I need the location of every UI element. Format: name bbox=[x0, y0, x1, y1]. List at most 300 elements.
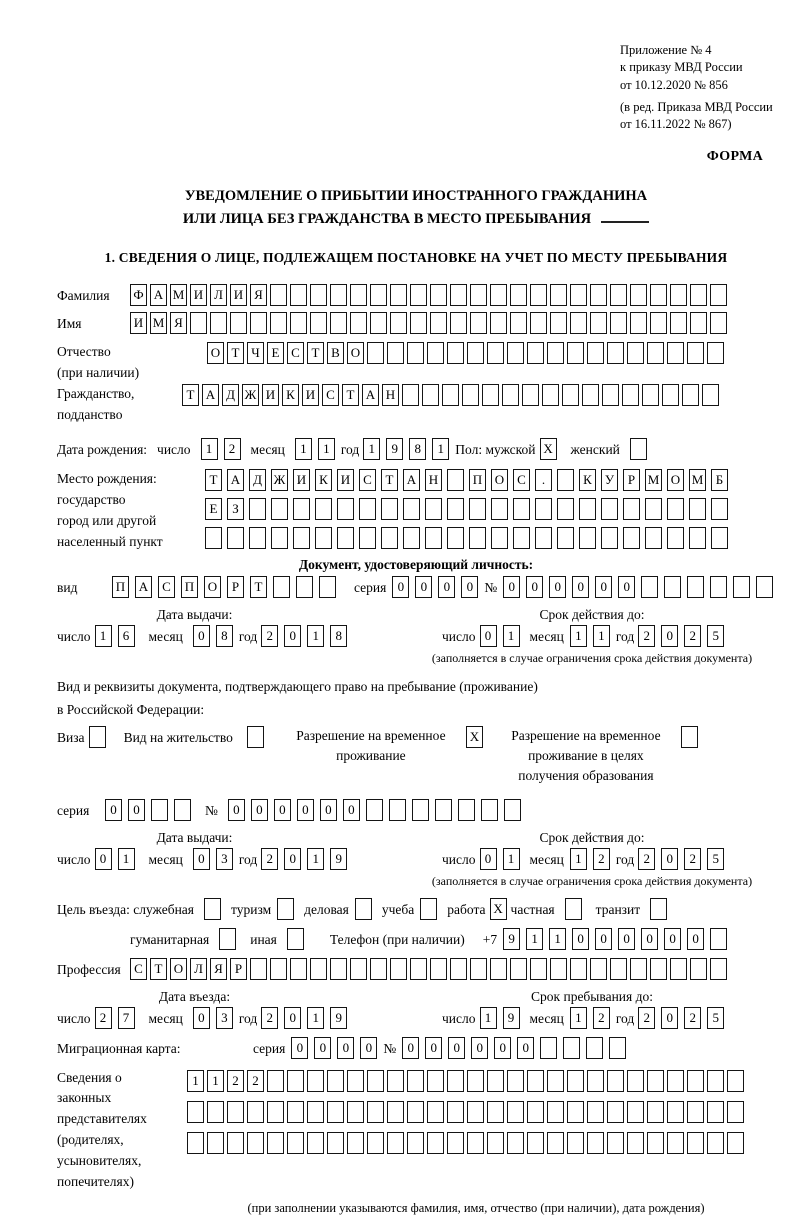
cell[interactable]: А bbox=[403, 469, 420, 491]
cell[interactable] bbox=[535, 527, 552, 549]
cell[interactable] bbox=[647, 1101, 664, 1123]
cell[interactable]: 1 bbox=[363, 438, 380, 460]
cell[interactable]: X bbox=[490, 898, 507, 920]
cell[interactable]: Т bbox=[150, 958, 167, 980]
cell[interactable]: 0 bbox=[494, 1037, 511, 1059]
cell[interactable] bbox=[367, 342, 384, 364]
cell[interactable] bbox=[510, 312, 527, 334]
cell[interactable]: Р bbox=[227, 576, 244, 598]
cell[interactable] bbox=[447, 342, 464, 364]
cell[interactable] bbox=[370, 284, 387, 306]
cell[interactable] bbox=[227, 527, 244, 549]
cell[interactable]: Т bbox=[307, 342, 324, 364]
cell[interactable] bbox=[590, 958, 607, 980]
cell[interactable] bbox=[557, 498, 574, 520]
cell[interactable] bbox=[667, 1132, 684, 1154]
cell[interactable] bbox=[587, 1070, 604, 1092]
cell[interactable]: 0 bbox=[284, 848, 301, 870]
cell[interactable] bbox=[562, 384, 579, 406]
cell[interactable] bbox=[530, 312, 547, 334]
cell[interactable] bbox=[667, 527, 684, 549]
cell[interactable] bbox=[187, 1101, 204, 1123]
cell[interactable] bbox=[425, 498, 442, 520]
cell[interactable] bbox=[707, 1132, 724, 1154]
cell[interactable]: С bbox=[359, 469, 376, 491]
cell[interactable] bbox=[359, 498, 376, 520]
cell[interactable] bbox=[450, 284, 467, 306]
cell[interactable] bbox=[367, 1132, 384, 1154]
doc-valid-day-cells[interactable] bbox=[480, 625, 520, 647]
cell[interactable]: 0 bbox=[687, 928, 704, 950]
cell[interactable] bbox=[249, 498, 266, 520]
cell[interactable] bbox=[387, 1070, 404, 1092]
cell[interactable] bbox=[647, 1070, 664, 1092]
cell[interactable] bbox=[490, 312, 507, 334]
cell[interactable]: X bbox=[466, 726, 483, 748]
cell[interactable]: М bbox=[150, 312, 167, 334]
cell[interactable] bbox=[510, 284, 527, 306]
cell[interactable]: С bbox=[287, 342, 304, 364]
cell[interactable] bbox=[410, 284, 427, 306]
cell[interactable] bbox=[487, 342, 504, 364]
cell[interactable]: 2 bbox=[227, 1070, 244, 1092]
cell[interactable]: 3 bbox=[216, 1007, 233, 1029]
cell[interactable] bbox=[407, 342, 424, 364]
cell[interactable]: 0 bbox=[480, 848, 497, 870]
cell[interactable] bbox=[381, 527, 398, 549]
cell[interactable]: 6 bbox=[118, 625, 135, 647]
cell[interactable]: 0 bbox=[549, 576, 566, 598]
doc-valid-year-cells[interactable] bbox=[638, 625, 724, 647]
cell[interactable] bbox=[565, 898, 582, 920]
cell[interactable] bbox=[570, 958, 587, 980]
cell[interactable]: 9 bbox=[503, 928, 520, 950]
cell[interactable] bbox=[366, 799, 383, 821]
stay-year-cells[interactable] bbox=[638, 1007, 724, 1029]
cell[interactable] bbox=[687, 1132, 704, 1154]
cell[interactable]: Е bbox=[205, 498, 222, 520]
cell[interactable] bbox=[287, 1132, 304, 1154]
cell[interactable] bbox=[687, 342, 704, 364]
entry-day-cells[interactable] bbox=[95, 1007, 135, 1029]
cell[interactable] bbox=[210, 312, 227, 334]
cell[interactable] bbox=[187, 1132, 204, 1154]
mig-number-cells[interactable] bbox=[402, 1037, 626, 1059]
cell[interactable] bbox=[450, 312, 467, 334]
cell[interactable] bbox=[290, 958, 307, 980]
cell[interactable]: 0 bbox=[661, 625, 678, 647]
cell[interactable]: 9 bbox=[503, 1007, 520, 1029]
cell[interactable]: 0 bbox=[641, 928, 658, 950]
cell[interactable] bbox=[350, 958, 367, 980]
cell[interactable]: 3 bbox=[216, 848, 233, 870]
cell[interactable]: 2 bbox=[247, 1070, 264, 1092]
cell[interactable]: 0 bbox=[193, 1007, 210, 1029]
purpose-transit-checkbox[interactable] bbox=[650, 898, 667, 920]
cell[interactable] bbox=[219, 928, 236, 950]
cell[interactable] bbox=[630, 284, 647, 306]
cell[interactable] bbox=[271, 498, 288, 520]
purpose-other-checkbox[interactable] bbox=[287, 928, 304, 950]
cell[interactable] bbox=[710, 576, 727, 598]
cell[interactable] bbox=[447, 1101, 464, 1123]
cell[interactable]: Е bbox=[267, 342, 284, 364]
cell[interactable]: 0 bbox=[320, 799, 337, 821]
cell[interactable]: А bbox=[135, 576, 152, 598]
cell[interactable] bbox=[547, 1101, 564, 1123]
cell[interactable] bbox=[387, 342, 404, 364]
cell[interactable] bbox=[557, 527, 574, 549]
cell[interactable] bbox=[690, 284, 707, 306]
entry-month-cells[interactable] bbox=[193, 1007, 233, 1029]
cell[interactable]: 9 bbox=[330, 848, 347, 870]
cell[interactable]: 0 bbox=[392, 576, 409, 598]
cell[interactable] bbox=[390, 284, 407, 306]
cell[interactable] bbox=[627, 342, 644, 364]
stay-day-cells[interactable] bbox=[480, 1007, 520, 1029]
cell[interactable] bbox=[682, 384, 699, 406]
cell[interactable] bbox=[670, 312, 687, 334]
cell[interactable] bbox=[427, 1070, 444, 1092]
cell[interactable] bbox=[667, 1070, 684, 1092]
stay-month-cells[interactable] bbox=[570, 1007, 610, 1029]
cell[interactable]: Д bbox=[222, 384, 239, 406]
cell[interactable]: 2 bbox=[684, 625, 701, 647]
cell[interactable]: М bbox=[645, 469, 662, 491]
cell[interactable]: 1 bbox=[503, 625, 520, 647]
cell[interactable]: 0 bbox=[661, 848, 678, 870]
cell[interactable]: С bbox=[130, 958, 147, 980]
cell[interactable] bbox=[447, 1070, 464, 1092]
cell[interactable] bbox=[273, 576, 290, 598]
cell[interactable]: 1 bbox=[307, 848, 324, 870]
cell[interactable] bbox=[174, 799, 191, 821]
cell[interactable] bbox=[420, 898, 437, 920]
cell[interactable] bbox=[435, 799, 452, 821]
cell[interactable] bbox=[540, 1037, 557, 1059]
cell[interactable] bbox=[487, 1132, 504, 1154]
cell[interactable]: 0 bbox=[480, 625, 497, 647]
cell[interactable] bbox=[535, 498, 552, 520]
cell[interactable] bbox=[310, 958, 327, 980]
cell[interactable]: И bbox=[230, 284, 247, 306]
doc-valid-month-cells[interactable] bbox=[570, 625, 610, 647]
cell[interactable] bbox=[527, 342, 544, 364]
cell[interactable] bbox=[467, 1070, 484, 1092]
cell[interactable]: 1 bbox=[526, 928, 543, 950]
cell[interactable] bbox=[337, 498, 354, 520]
birth-place-cells-row2[interactable] bbox=[205, 498, 728, 520]
cell[interactable] bbox=[470, 312, 487, 334]
cell[interactable]: 0 bbox=[415, 576, 432, 598]
legal-cells-row2[interactable] bbox=[187, 1101, 744, 1123]
cell[interactable] bbox=[563, 1037, 580, 1059]
cell[interactable]: 0 bbox=[471, 1037, 488, 1059]
cell[interactable]: И bbox=[302, 384, 319, 406]
cell[interactable] bbox=[469, 498, 486, 520]
cell[interactable] bbox=[327, 1070, 344, 1092]
cell[interactable] bbox=[622, 384, 639, 406]
cell[interactable]: П bbox=[112, 576, 129, 598]
cell[interactable] bbox=[513, 498, 530, 520]
cell[interactable] bbox=[727, 1132, 744, 1154]
cell[interactable] bbox=[287, 1101, 304, 1123]
cell[interactable] bbox=[510, 958, 527, 980]
cell[interactable] bbox=[330, 958, 347, 980]
cell[interactable]: 1 bbox=[295, 438, 312, 460]
cell[interactable]: 0 bbox=[664, 928, 681, 950]
cell[interactable] bbox=[707, 1101, 724, 1123]
cell[interactable]: 0 bbox=[297, 799, 314, 821]
cell[interactable] bbox=[307, 1101, 324, 1123]
cell[interactable] bbox=[627, 1070, 644, 1092]
cell[interactable] bbox=[442, 384, 459, 406]
legal-cells-row3[interactable] bbox=[187, 1132, 744, 1154]
cell[interactable]: Ч bbox=[247, 342, 264, 364]
cell[interactable] bbox=[270, 312, 287, 334]
cell[interactable] bbox=[710, 284, 727, 306]
cell[interactable] bbox=[707, 342, 724, 364]
cell[interactable] bbox=[230, 312, 247, 334]
cell[interactable]: 2 bbox=[261, 848, 278, 870]
cell[interactable]: 1 bbox=[118, 848, 135, 870]
cell[interactable] bbox=[350, 284, 367, 306]
cell[interactable] bbox=[547, 342, 564, 364]
cell[interactable] bbox=[507, 342, 524, 364]
cell[interactable]: П bbox=[181, 576, 198, 598]
cell[interactable]: О bbox=[667, 469, 684, 491]
cell[interactable] bbox=[319, 576, 336, 598]
cell[interactable] bbox=[756, 576, 773, 598]
cell[interactable]: Л bbox=[190, 958, 207, 980]
cell[interactable] bbox=[491, 498, 508, 520]
cell[interactable]: Н bbox=[425, 469, 442, 491]
cell[interactable]: 0 bbox=[284, 1007, 301, 1029]
cell[interactable] bbox=[527, 1070, 544, 1092]
cell[interactable] bbox=[227, 1101, 244, 1123]
cell[interactable]: 1 bbox=[570, 1007, 587, 1029]
resid-series-cells[interactable] bbox=[105, 799, 191, 821]
cell[interactable]: Я bbox=[250, 284, 267, 306]
cell[interactable]: 1 bbox=[570, 625, 587, 647]
cell[interactable]: 0 bbox=[291, 1037, 308, 1059]
cell[interactable] bbox=[664, 576, 681, 598]
cell[interactable]: 0 bbox=[314, 1037, 331, 1059]
cell[interactable]: Т bbox=[250, 576, 267, 598]
cell[interactable] bbox=[287, 928, 304, 950]
cell[interactable]: А bbox=[150, 284, 167, 306]
birth-month-cells[interactable] bbox=[295, 438, 335, 460]
cell[interactable] bbox=[507, 1070, 524, 1092]
cell[interactable] bbox=[690, 958, 707, 980]
cell[interactable] bbox=[522, 384, 539, 406]
cell[interactable] bbox=[427, 1101, 444, 1123]
cell[interactable] bbox=[296, 576, 313, 598]
cell[interactable]: . bbox=[535, 469, 552, 491]
cell[interactable] bbox=[687, 1101, 704, 1123]
cell[interactable]: 8 bbox=[216, 625, 233, 647]
cell[interactable] bbox=[359, 527, 376, 549]
cell[interactable]: Р bbox=[230, 958, 247, 980]
cell[interactable]: 0 bbox=[425, 1037, 442, 1059]
cell[interactable] bbox=[267, 1101, 284, 1123]
cell[interactable] bbox=[347, 1132, 364, 1154]
cell[interactable] bbox=[670, 958, 687, 980]
cell[interactable] bbox=[542, 384, 559, 406]
cell[interactable] bbox=[277, 898, 294, 920]
citizenship-cells[interactable] bbox=[182, 384, 719, 406]
cell[interactable] bbox=[250, 958, 267, 980]
cell[interactable] bbox=[502, 384, 519, 406]
cell[interactable] bbox=[410, 958, 427, 980]
cell[interactable] bbox=[470, 284, 487, 306]
cell[interactable] bbox=[547, 1132, 564, 1154]
cell[interactable] bbox=[610, 958, 627, 980]
cell[interactable]: 7 bbox=[118, 1007, 135, 1029]
cell[interactable] bbox=[567, 1070, 584, 1092]
sex-female-checkbox[interactable] bbox=[630, 438, 647, 460]
cell[interactable]: 1 bbox=[318, 438, 335, 460]
cell[interactable] bbox=[550, 284, 567, 306]
cell[interactable] bbox=[271, 527, 288, 549]
cell[interactable] bbox=[410, 312, 427, 334]
cell[interactable]: Т bbox=[205, 469, 222, 491]
cell[interactable]: 0 bbox=[402, 1037, 419, 1059]
cell[interactable]: Ж bbox=[271, 469, 288, 491]
cell[interactable] bbox=[267, 1132, 284, 1154]
cell[interactable]: С bbox=[158, 576, 175, 598]
cell[interactable]: 1 bbox=[187, 1070, 204, 1092]
cell[interactable] bbox=[450, 958, 467, 980]
cell[interactable]: О bbox=[207, 342, 224, 364]
cell[interactable]: Ж bbox=[242, 384, 259, 406]
cell[interactable]: 0 bbox=[595, 576, 612, 598]
cell[interactable] bbox=[662, 384, 679, 406]
cell[interactable] bbox=[403, 498, 420, 520]
cell[interactable]: 0 bbox=[461, 576, 478, 598]
cell[interactable] bbox=[469, 527, 486, 549]
cell[interactable] bbox=[711, 498, 728, 520]
cell[interactable]: 0 bbox=[337, 1037, 354, 1059]
resid-valid-year-cells[interactable] bbox=[638, 848, 724, 870]
cell[interactable] bbox=[482, 384, 499, 406]
cell[interactable]: 0 bbox=[618, 576, 635, 598]
cell[interactable] bbox=[412, 799, 429, 821]
purpose-tourism-checkbox[interactable] bbox=[277, 898, 294, 920]
cell[interactable]: М bbox=[689, 469, 706, 491]
cell[interactable] bbox=[647, 342, 664, 364]
entry-year-cells[interactable] bbox=[261, 1007, 347, 1029]
cell[interactable]: 1 bbox=[593, 625, 610, 647]
cell[interactable]: 1 bbox=[307, 1007, 324, 1029]
cell[interactable]: 0 bbox=[274, 799, 291, 821]
cell[interactable] bbox=[627, 1101, 644, 1123]
doc-series-cells[interactable] bbox=[392, 576, 478, 598]
cell[interactable] bbox=[151, 799, 168, 821]
cell[interactable]: Т bbox=[227, 342, 244, 364]
cell[interactable] bbox=[355, 898, 372, 920]
cell[interactable]: X bbox=[540, 438, 557, 460]
temp-residence-edu-checkbox[interactable] bbox=[681, 726, 698, 748]
cell[interactable] bbox=[367, 1070, 384, 1092]
cell[interactable]: 2 bbox=[261, 625, 278, 647]
cell[interactable] bbox=[427, 342, 444, 364]
cell[interactable] bbox=[350, 312, 367, 334]
cell[interactable]: 8 bbox=[330, 625, 347, 647]
cell[interactable] bbox=[205, 527, 222, 549]
cell[interactable] bbox=[290, 284, 307, 306]
cell[interactable] bbox=[702, 384, 719, 406]
cell[interactable] bbox=[507, 1101, 524, 1123]
cell[interactable] bbox=[467, 1132, 484, 1154]
sex-male-checkbox[interactable] bbox=[540, 438, 557, 460]
cell[interactable] bbox=[467, 1101, 484, 1123]
cell[interactable]: П bbox=[469, 469, 486, 491]
cell[interactable] bbox=[327, 1132, 344, 1154]
cell[interactable]: И bbox=[293, 469, 310, 491]
birth-place-cells-row3[interactable] bbox=[205, 527, 728, 549]
resid-issue-year-cells[interactable] bbox=[261, 848, 347, 870]
birth-day-cells[interactable] bbox=[201, 438, 241, 460]
cell[interactable]: 0 bbox=[228, 799, 245, 821]
cell[interactable] bbox=[557, 469, 574, 491]
residence-permit-checkbox[interactable] bbox=[247, 726, 264, 748]
cell[interactable] bbox=[607, 1132, 624, 1154]
resid-issue-month-cells[interactable] bbox=[193, 848, 233, 870]
cell[interactable] bbox=[293, 498, 310, 520]
cell[interactable] bbox=[507, 1132, 524, 1154]
cell[interactable] bbox=[247, 1101, 264, 1123]
resid-number-cells[interactable] bbox=[228, 799, 521, 821]
cell[interactable]: 0 bbox=[517, 1037, 534, 1059]
cell[interactable] bbox=[190, 312, 207, 334]
cell[interactable] bbox=[630, 312, 647, 334]
cell[interactable] bbox=[504, 799, 521, 821]
cell[interactable]: 2 bbox=[684, 1007, 701, 1029]
cell[interactable] bbox=[407, 1070, 424, 1092]
cell[interactable] bbox=[681, 726, 698, 748]
cell[interactable] bbox=[407, 1132, 424, 1154]
profession-cells[interactable] bbox=[130, 958, 727, 980]
cell[interactable]: Ф bbox=[130, 284, 147, 306]
cell[interactable]: И bbox=[262, 384, 279, 406]
temp-residence-checkbox[interactable] bbox=[466, 726, 483, 748]
cell[interactable]: К bbox=[579, 469, 596, 491]
cell[interactable]: 0 bbox=[595, 928, 612, 950]
cell[interactable] bbox=[570, 284, 587, 306]
cell[interactable] bbox=[587, 1101, 604, 1123]
cell[interactable] bbox=[402, 384, 419, 406]
cell[interactable] bbox=[530, 958, 547, 980]
cell[interactable] bbox=[330, 284, 347, 306]
cell[interactable] bbox=[387, 1101, 404, 1123]
cell[interactable]: 0 bbox=[95, 848, 112, 870]
cell[interactable] bbox=[707, 1070, 724, 1092]
cell[interactable] bbox=[427, 1132, 444, 1154]
cell[interactable]: С bbox=[322, 384, 339, 406]
cell[interactable]: 9 bbox=[386, 438, 403, 460]
cell[interactable]: 8 bbox=[409, 438, 426, 460]
cell[interactable] bbox=[370, 312, 387, 334]
cell[interactable] bbox=[689, 498, 706, 520]
doc-number-cells[interactable] bbox=[503, 576, 773, 598]
purpose-work-checkbox[interactable] bbox=[490, 898, 507, 920]
cell[interactable]: И bbox=[130, 312, 147, 334]
cell[interactable]: 0 bbox=[284, 625, 301, 647]
purpose-private-checkbox[interactable] bbox=[565, 898, 582, 920]
cell[interactable]: 2 bbox=[684, 848, 701, 870]
resid-valid-day-cells[interactable] bbox=[480, 848, 520, 870]
